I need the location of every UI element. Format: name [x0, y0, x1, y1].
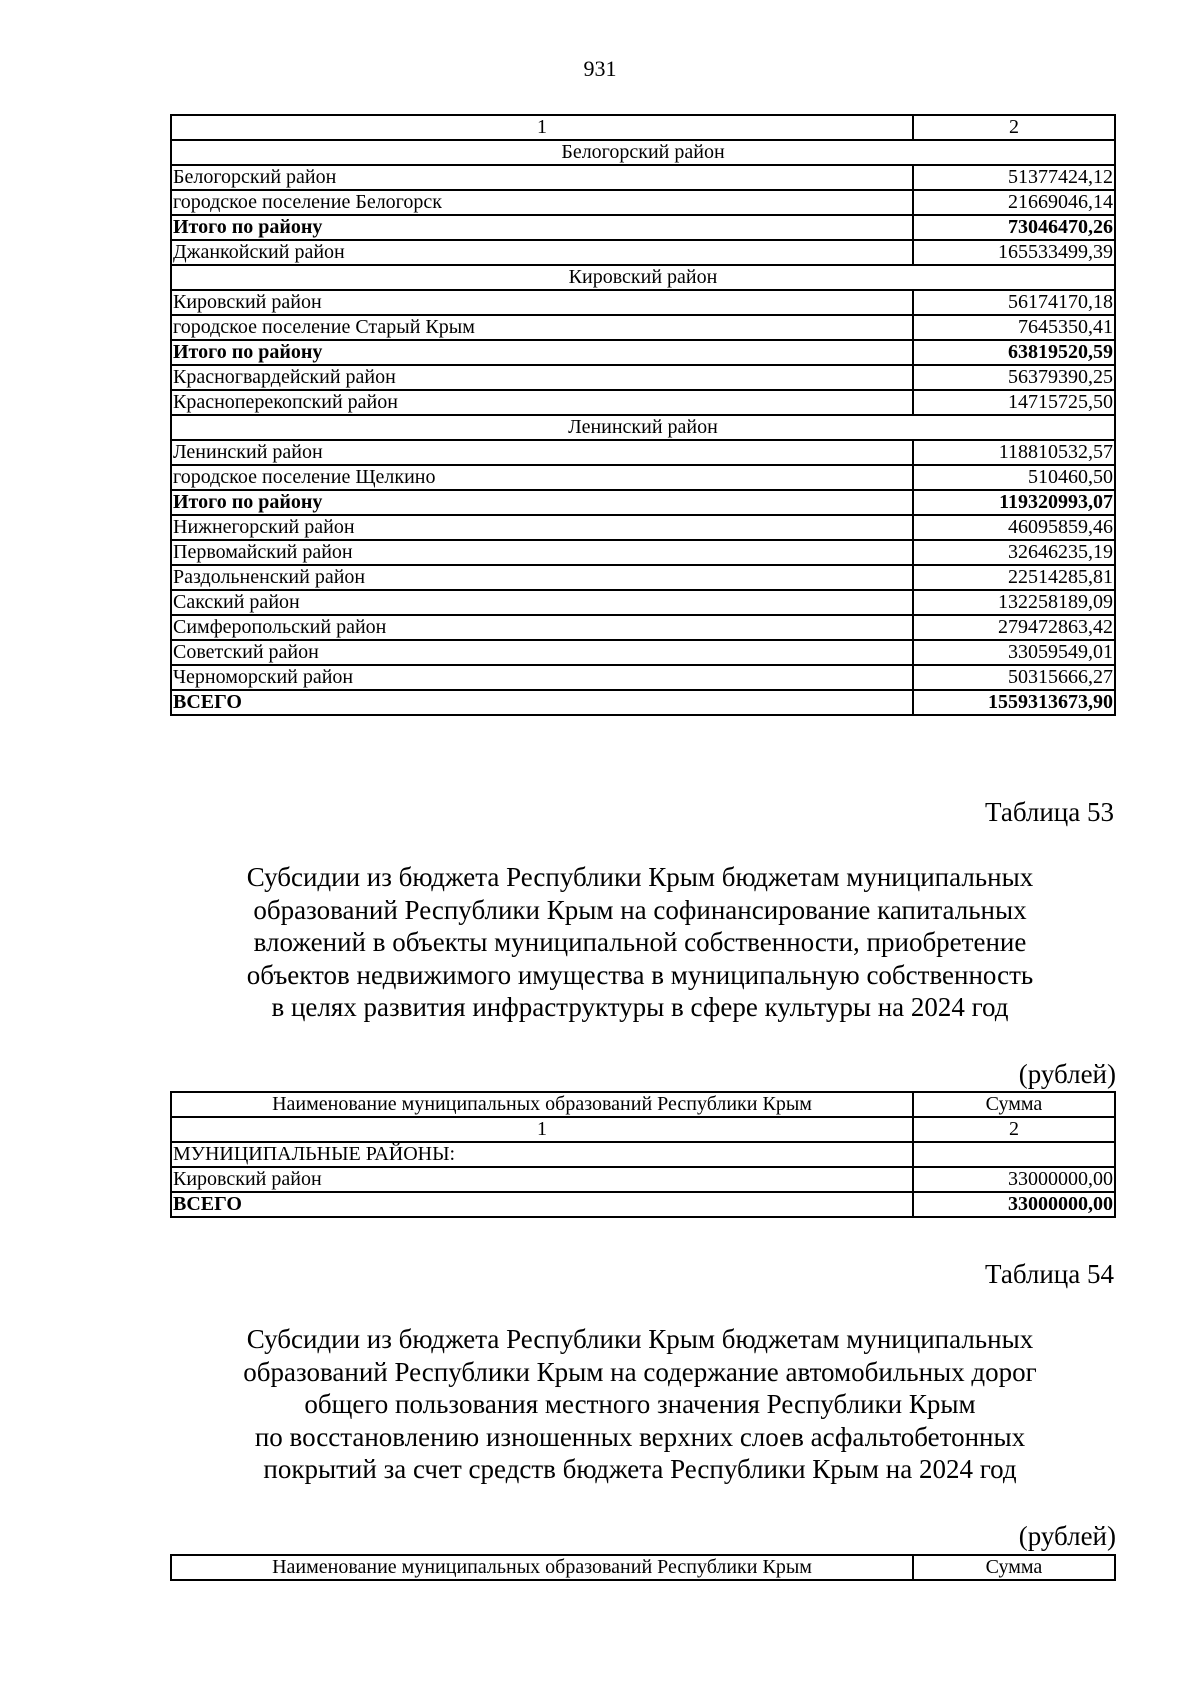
row-name: ВСЕГО: [171, 690, 913, 715]
row-name: городское поселение Белогорск: [171, 190, 913, 215]
row-value: [913, 1142, 1115, 1167]
table-53-caption: [160, 861, 1120, 1024]
table-54-units: (рублей): [1018, 1521, 1116, 1551]
column-number-1: 1: [171, 115, 913, 140]
caption-line: в целях развития инфраструктуры в сфере культуры на 2024 год: [271, 992, 1009, 1022]
table-row: [171, 365, 1115, 390]
row-name: Сакский район: [171, 590, 913, 615]
row-name: Черноморский район: [171, 665, 913, 690]
section-header-row: [171, 415, 1115, 440]
row-value: 33000000,00: [913, 1192, 1115, 1217]
table-54-caption: [160, 1323, 1120, 1486]
column-header-sum: Сумма: [913, 1555, 1115, 1580]
row-value: 56379390,25: [913, 365, 1115, 390]
column-number-row: [171, 1117, 1115, 1142]
caption-line: общего пользования местного значения Республики Крым: [304, 1389, 976, 1419]
page-number: 931: [583, 56, 617, 81]
table-row: [171, 190, 1115, 215]
row-name: Советский район: [171, 640, 913, 665]
table-53-label: Таблица 53: [985, 797, 1114, 827]
row-name: Итого по району: [171, 490, 913, 515]
row-value: 279472863,42: [913, 615, 1115, 640]
row-value: 50315666,27: [913, 665, 1115, 690]
caption-line: Субсидии из бюджета Республики Крым бюджетам муниципальных: [246, 1324, 1034, 1354]
table-row: [171, 290, 1115, 315]
column-header-row: [171, 1092, 1115, 1117]
row-name: Кировский район: [171, 1167, 913, 1192]
row-value: 118810532,57: [913, 440, 1115, 465]
table-53: [170, 1091, 1116, 1218]
row-name: Ленинский район: [171, 440, 913, 465]
row-name: Кировский район: [171, 290, 913, 315]
row-value: 73046470,26: [913, 215, 1115, 240]
table-row: [171, 590, 1115, 615]
row-name: Нижнегорский район: [171, 515, 913, 540]
row-name: Белогорский район: [171, 165, 913, 190]
caption-line: Субсидии из бюджета Республики Крым бюджетам муниципальных: [246, 862, 1034, 892]
column-header-sum: Сумма: [913, 1092, 1115, 1117]
table-row: [171, 440, 1115, 465]
row-value: 510460,50: [913, 465, 1115, 490]
caption-line: вложений в объекты муниципальной собственности, приобретение: [253, 927, 1027, 957]
section-header-row: [171, 265, 1115, 290]
table-row: [171, 315, 1115, 340]
row-name: городское поселение Щелкино: [171, 465, 913, 490]
column-header-name: Наименование муниципальных образований Республики Крым: [171, 1092, 913, 1117]
section-name: Ленинский район: [171, 415, 1115, 440]
table-row: [171, 390, 1115, 415]
table-row: [171, 465, 1115, 490]
table-54-label: Таблица 54: [985, 1259, 1114, 1289]
row-value: 132258189,09: [913, 590, 1115, 615]
total-row: [171, 490, 1115, 515]
row-name: Симферопольский район: [171, 615, 913, 640]
column-number-row: [171, 115, 1115, 140]
column-header-row: [171, 1555, 1115, 1580]
row-value: 22514285,81: [913, 565, 1115, 590]
row-value: 33000000,00: [913, 1167, 1115, 1192]
total-row: [171, 215, 1115, 240]
table-row: [171, 1142, 1115, 1167]
row-value: 51377424,12: [913, 165, 1115, 190]
row-name: городское поселение Старый Крым: [171, 315, 913, 340]
total-row: [171, 1192, 1115, 1217]
caption-line: образований Республики Крым на содержание автомобильных дорог: [243, 1356, 1037, 1387]
row-value: 32646235,19: [913, 540, 1115, 565]
table-54: [170, 1554, 1116, 1581]
table-row: [171, 540, 1115, 565]
row-value: 1559313673,90: [913, 690, 1115, 715]
row-name: Итого по району: [171, 340, 913, 365]
caption-line: образований Республики Крым на софинансирование капитальных: [253, 894, 1027, 925]
row-value: 7645350,41: [913, 315, 1115, 340]
table-row: [171, 1167, 1115, 1192]
row-name: Итого по району: [171, 215, 913, 240]
total-row: [171, 340, 1115, 365]
row-name: Красноперекопский район: [171, 390, 913, 415]
table-row: [171, 615, 1115, 640]
table-row: [171, 565, 1115, 590]
row-name: МУНИЦИПАЛЬНЫЕ РАЙОНЫ:: [171, 1142, 913, 1167]
table-53-units: (рублей): [1018, 1059, 1116, 1089]
table-row: [171, 165, 1115, 190]
row-name: Раздольненский район: [171, 565, 913, 590]
row-value: 165533499,39: [913, 240, 1115, 265]
caption-line: покрытий за счет средств бюджета Республики Крым на 2024 год: [263, 1454, 1017, 1484]
table-row: [171, 240, 1115, 265]
caption-line: объектов недвижимого имущества в муниципальную собственность: [246, 959, 1034, 990]
column-number-2: 2: [913, 115, 1115, 140]
row-value: 63819520,59: [913, 340, 1115, 365]
column-number-1: 1: [171, 1117, 913, 1142]
row-name: ВСЕГО: [171, 1192, 913, 1217]
row-value: 33059549,01: [913, 640, 1115, 665]
row-name: Красногвардейский район: [171, 365, 913, 390]
row-value: 14715725,50: [913, 390, 1115, 415]
row-value: 46095859,46: [913, 515, 1115, 540]
row-value: 119320993,07: [913, 490, 1115, 515]
total-row: [171, 690, 1115, 715]
row-value: 56174170,18: [913, 290, 1115, 315]
row-value: 21669046,14: [913, 190, 1115, 215]
caption-line: по восстановлению изношенных верхних слоев асфальтобетонных: [254, 1421, 1026, 1452]
district-subsidies-table: [170, 114, 1116, 716]
table-row: [171, 640, 1115, 665]
table-row: [171, 515, 1115, 540]
section-header-row: [171, 140, 1115, 165]
section-name: Белогорский район: [171, 140, 1115, 165]
row-name: Первомайский район: [171, 540, 913, 565]
column-header-name: Наименование муниципальных образований Республики Крым: [171, 1555, 913, 1580]
table-row: [171, 665, 1115, 690]
column-number-2: 2: [913, 1117, 1115, 1142]
row-name: Джанкойский район: [171, 240, 913, 265]
section-name: Кировский район: [171, 265, 1115, 290]
